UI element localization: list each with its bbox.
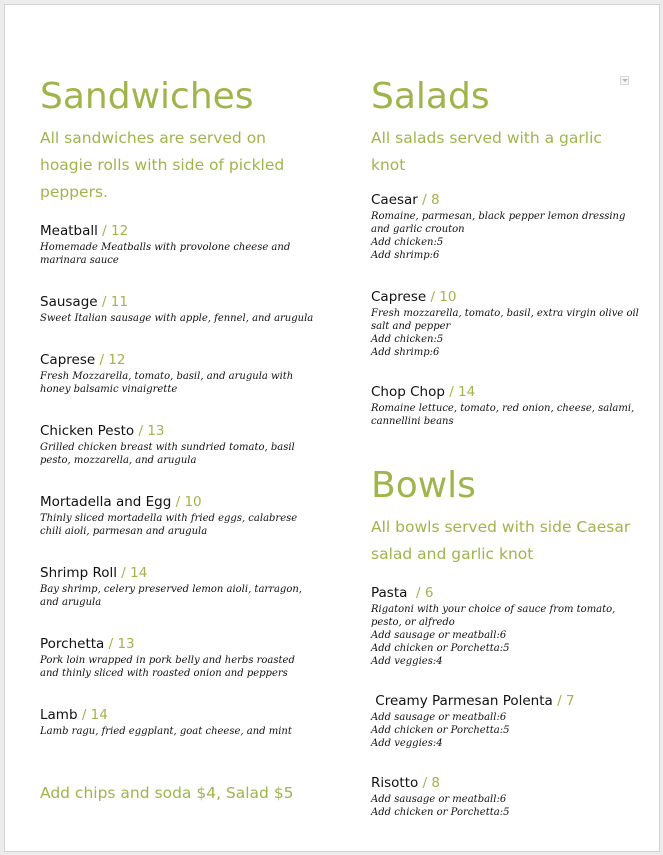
intro-line: All bowls served with side Caesar	[371, 518, 631, 536]
salads-section	[371, 75, 641, 819]
menu-item	[40, 706, 340, 738]
desc-line: Fresh mozzarella, tomato, basil, extra virgin olive oil	[371, 308, 639, 319]
item-description	[371, 210, 641, 262]
item-price: / 10	[430, 289, 457, 305]
desc-line: salt and pepper	[371, 321, 451, 332]
menu-item	[371, 692, 641, 750]
salads-title: Salads	[371, 76, 490, 117]
item-description	[40, 312, 340, 325]
item-description	[40, 725, 340, 738]
item-name: Chop Chop	[371, 384, 445, 400]
item-description	[371, 711, 641, 750]
desc-line: pesto, mozzarella, and arugula	[40, 455, 197, 466]
bowls-intro	[371, 514, 641, 568]
item-name: Risotto	[371, 775, 419, 791]
item-name: Sausage	[40, 294, 98, 310]
desc-line: Add shrimp:6	[371, 250, 440, 261]
item-name: Caprese	[371, 289, 427, 305]
item-price: / 14	[121, 565, 148, 581]
intro-line: hoagie rolls with side of pickled	[40, 156, 285, 174]
desc-line: Romaine lettuce, tomato, red onion, cheese, salami,	[371, 403, 635, 414]
intro-line: salad and garlic knot	[371, 545, 534, 563]
desc-line: Homemade Meatballs with provolone cheese and	[40, 242, 291, 253]
item-price: / 14	[81, 707, 108, 723]
menu-item	[371, 774, 641, 819]
desc-line: cannellini beans	[371, 416, 454, 427]
salads-intro	[371, 125, 641, 179]
intro-line: knot	[371, 156, 406, 174]
menu-item	[40, 222, 340, 267]
item-description	[40, 370, 340, 396]
desc-line: Pork loin wrapped in pork belly and herbs roasted	[40, 655, 295, 666]
menu-item	[40, 422, 340, 467]
menu-item	[371, 288, 641, 359]
item-name: Pasta	[371, 585, 412, 601]
item-price: / 12	[99, 352, 126, 368]
desc-line: and arugula	[40, 597, 102, 608]
item-description	[371, 402, 641, 428]
desc-line: Add chicken or Porchetta:5	[371, 807, 510, 818]
desc-line: Add chicken or Porchetta:5	[371, 725, 510, 736]
item-name: Shrimp Roll	[40, 565, 117, 581]
desc-line: Add sausage or meatball:6	[371, 712, 507, 723]
desc-line: honey balsamic vinaigrette	[40, 384, 178, 395]
item-name: Creamy Parmesan Polenta	[371, 693, 553, 709]
menu-item	[40, 635, 340, 680]
desc-line: and garlic crouton	[371, 224, 465, 235]
intro-line: All sandwiches are served on	[40, 129, 267, 147]
desc-line: Add veggies:4	[371, 656, 443, 667]
menu-item	[371, 584, 641, 668]
desc-line: Add sausage or meatball:6	[371, 630, 507, 641]
sandwiches-title: Sandwiches	[40, 76, 254, 117]
item-name: Chicken Pesto	[40, 423, 135, 439]
item-description	[371, 603, 641, 668]
item-description	[371, 793, 641, 819]
sandwiches-footer-note: Add chips and soda $4, Salad $5	[40, 784, 294, 802]
item-price: / 14	[449, 384, 476, 400]
item-price: / 7	[557, 693, 575, 709]
menu-item	[371, 383, 641, 428]
desc-line: Add shrimp:6	[371, 347, 440, 358]
menu-item	[371, 191, 641, 262]
desc-line: Rigatoni with your choice of sauce from tomato,	[371, 604, 616, 615]
item-description	[40, 441, 340, 467]
desc-line: and thinly sliced with roasted onion and peppers	[40, 668, 288, 679]
item-price: / 13	[108, 636, 135, 652]
intro-line: All salads served with a garlic	[371, 129, 602, 147]
desc-line: marinara sauce	[40, 255, 119, 266]
desc-line: Add chicken:5	[371, 334, 444, 345]
item-name: Caesar	[371, 192, 418, 208]
intro-line: peppers.	[40, 183, 108, 201]
desc-line: Add chicken:5	[371, 237, 444, 248]
item-description	[40, 583, 340, 609]
desc-line: Add sausage or meatball:6	[371, 794, 507, 805]
menu-item	[40, 493, 340, 538]
desc-line: Thinly sliced mortadella with fried eggs, calabrese	[40, 513, 298, 524]
desc-line: Add chicken or Porchetta:5	[371, 643, 510, 654]
item-name: Mortadella and Egg	[40, 494, 172, 510]
item-name: Meatball	[40, 223, 98, 239]
desc-line: chili aioli, parmesan and arugula	[40, 526, 208, 537]
item-description	[40, 241, 340, 267]
menu-item	[40, 564, 340, 609]
item-description	[40, 512, 340, 538]
desc-line: Add veggies:4	[371, 738, 443, 749]
desc-line: Grilled chicken breast with sundried tomato, basil	[40, 442, 295, 453]
desc-line: Romaine, parmesan, black pepper lemon dressing	[371, 211, 626, 222]
item-price: / 13	[138, 423, 165, 439]
menu-item	[40, 351, 340, 396]
item-name: Porchetta	[40, 636, 105, 652]
item-price: / 10	[175, 494, 202, 510]
menu-page	[4, 4, 660, 852]
bowls-title: Bowls	[371, 465, 476, 506]
item-name: Lamb	[40, 707, 78, 723]
item-name: Caprese	[40, 352, 96, 368]
item-price: / 11	[101, 294, 128, 310]
desc-line: Lamb ragu, fried eggplant, goat cheese, and mint	[40, 726, 292, 737]
desc-line: pesto, or alfredo	[371, 617, 455, 628]
bowls-section	[371, 464, 641, 819]
desc-line: Sweet Italian sausage with apple, fennel, and arugula	[40, 313, 314, 324]
menu-item	[40, 293, 340, 325]
sandwiches-section	[40, 75, 340, 804]
item-description	[40, 654, 340, 680]
item-price: / 6	[416, 585, 434, 601]
item-price: / 8	[422, 192, 440, 208]
desc-line: Bay shrimp, celery preserved lemon aioli, tarragon,	[40, 584, 302, 595]
item-price: / 8	[422, 775, 441, 791]
sandwiches-intro	[40, 125, 340, 206]
desc-line: Fresh Mozzarella, tomato, basil, and arugula with	[40, 371, 294, 382]
item-price: / 12	[102, 223, 129, 239]
item-description	[371, 307, 641, 359]
